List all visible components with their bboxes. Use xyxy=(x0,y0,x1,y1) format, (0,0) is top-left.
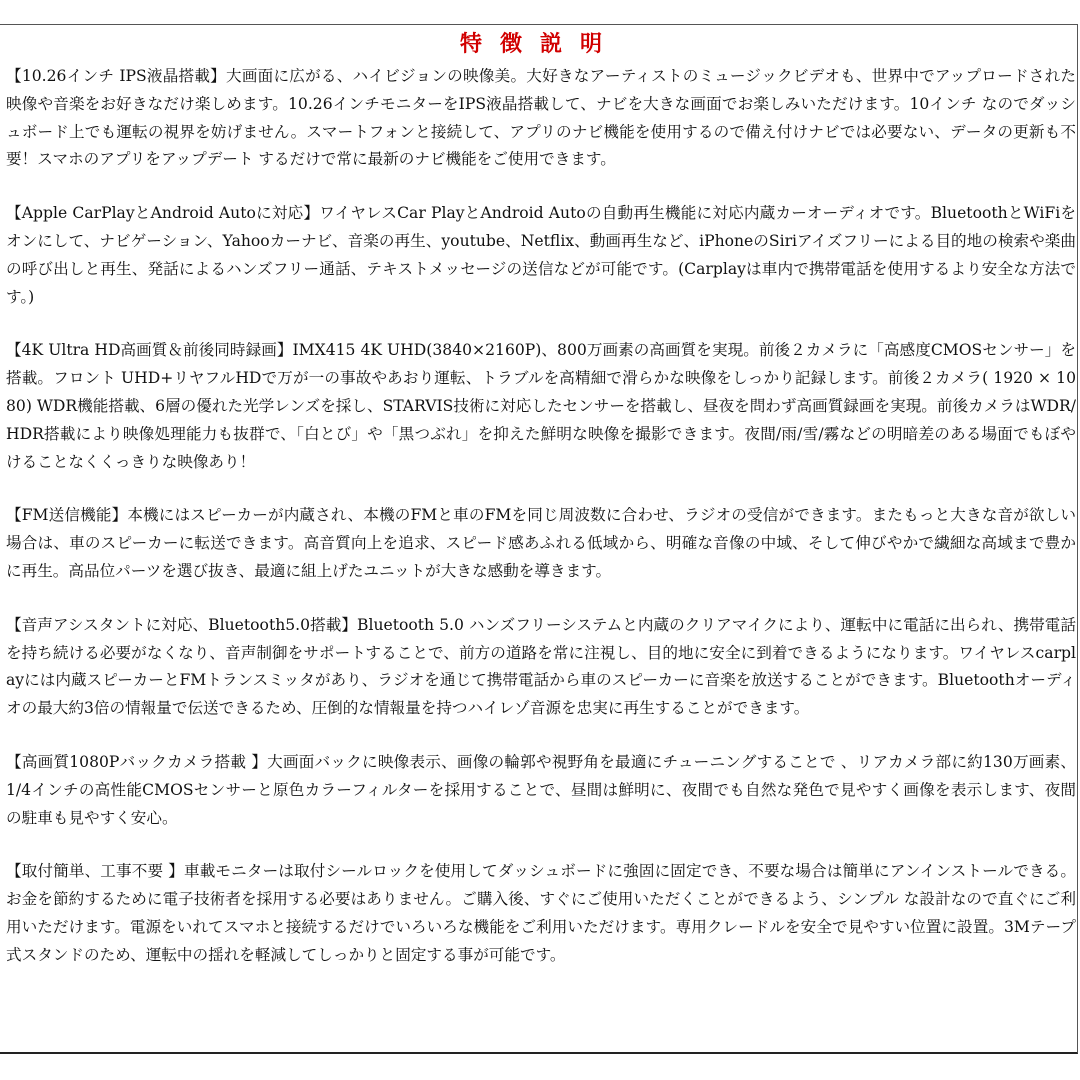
section-body: ワイヤレスCar PlayとAndroid Autoの自動再生機能に対応内蔵カーオーディオです。BluetoothとWiFiをオンにして、ナビゲーション、Yahooカーナビ、音楽の再生、youtube、Netflix、動画再生など、iPhoneのSiriアイズフリーによる目的地の検索や楽曲の呼び出しと再生、発話によるハンズフリー通話、テキストメッセージの送信などが可能です。(Carplayは車内で携帯電話を使用するより安全な方法です。) xyxy=(6,204,1076,306)
section-heading: 【高画質1080Pバックカメラ搭載 】 xyxy=(6,752,268,771)
section-heading: 【10.26インチ IPS液晶搭載】 xyxy=(6,67,226,85)
page-title: 特徴説明 xyxy=(459,31,620,57)
section-heading: 【音声アシスタントに対応、Bluetooth5.0搭載】 xyxy=(6,615,357,634)
section-body: Bluetooth 5.0 ハンズフリーシステムと内蔵のクリアマイクにより、運転中に電話に出られ、携帯電話を持ち続ける必要がなくなり、音声制御をサポートすることで、前方の道路を常に注視し、目的地に安全に到着できるようになります。ワイヤレスcarplayには内蔵スピーカーとFMトランスミッタがあり、ラジオを通じて携帯電話から車のスピーカーに音楽を放送することができます。Bluetoothオーディオの最大約3倍の情報量で伝送できるため、圧倒的な情報量を持つハイレゾ音源を忠実に再生することができます。 xyxy=(6,615,1076,718)
section-heading: 【4K Ultra HD高画質＆前後同時録画】 xyxy=(6,341,293,360)
section-heading: 【Apple CarPlayとAndroid Autoに対応】 xyxy=(6,204,320,223)
section-fm-transmitter xyxy=(6,502,1076,585)
section-voice-bluetooth xyxy=(6,612,1076,723)
section-4k-recording xyxy=(6,337,1076,476)
section-heading: 【取付簡単、工事不要 】 xyxy=(6,862,184,881)
section-body: 本機にはスピーカーが内蔵され、本機のFMと車のFMを同じ周波数に合わせ、ラジオの受信ができます。またもっと大きな音が欲しい場合は、車のスピーカーに転送できます。高音質向上を追求、スピード感あふれる低域から、明確な音像の中域、そして伸びやかで繊細な高域まで豊かに再生。高品位パーツを選び抜き、最適に組上げたユニットが大きな感動を導きます。 xyxy=(6,506,1076,580)
section-body: IMX415 4K UHD(3840×2160P)、800万画素の高画質を実現。前後２カメラに「高感度CMOSセンサー」を搭載。フロント UHD+リヤフルHDで万が一の事故やあおり運転、トラブルを高精細で滑らかな映像をしっかり記録します。前後２カメラ( 1920 × 1080) WDR機能搭載、6層の優れた光学レンズを採し、STARVIS技術に対応したセンサーを搭載し、昼夜を問わず高画質録画を実現。前後カメラはWDR/HDR搭載により映像処理能力も抜群で、「白とび」や「黒つぶれ」を抑えた鮮明な映像を撮影できます。夜間/雨/雪/霧などの明暗差のある場面でもぼやけることなくくっきりな映像あり！ xyxy=(6,341,1077,471)
section-body: 車載モニターは取付シールロックを使用してダッシュボードに強固に固定でき、不要な場合は簡単にアンインストールできる。お金を節約するために電子技術者を採用する必要はありません。ご購入後、すぐにご使用いただくことができるよう、シンプル な設計なので直ぐにご利用いただけます。電源をいれてスマホと接続するだけでいろいろな機能をご利用いただけます。専用クレードルを安全で見やすい位置に設置。3Mテープ式スタンドのため、運転中の揺れを軽減してしっかりと固定する事が可能です。 xyxy=(6,862,1076,964)
section-easy-install xyxy=(6,858,1076,969)
section-carplay xyxy=(6,200,1076,311)
section-ips-display xyxy=(6,63,1076,174)
feature-description xyxy=(6,63,1076,996)
section-heading: 【FM送信機能】 xyxy=(6,506,128,525)
section-body: 大画面バックに映像表示、画像の輪郭や視野角を最適にチューニングすることで 、リアカメラ部に約130万画素、1/4インチの高性能CMOSセンサーと原色カラーフィルターを採用することで、昼間は鮮明に、夜間でも自然な発色で見やすく画像を表示します、夜間の駐車も見やすく安心。 xyxy=(6,752,1076,827)
section-body: 大画面に広がる、ハイビジョンの映像美。大好きなアーティストのミュージックビデオも、世界中でアップロードされた映像や音楽をお好きなだけ楽しめます。10.26インチモニターをIPS液晶搭載して、ナビを大きな画面でお楽しみいただけます。10インチ なのでダッシュボード上でも運転の視界を妨げません。スマートフォンと接続して、アプリのナビ機能を使用するので備え付けナビでは必要ない、データの更新も不要！スマホのアプリをアップデート するだけで常に最新のナビ機能をご使用できます。 xyxy=(6,67,1076,169)
section-backup-camera xyxy=(6,749,1076,832)
